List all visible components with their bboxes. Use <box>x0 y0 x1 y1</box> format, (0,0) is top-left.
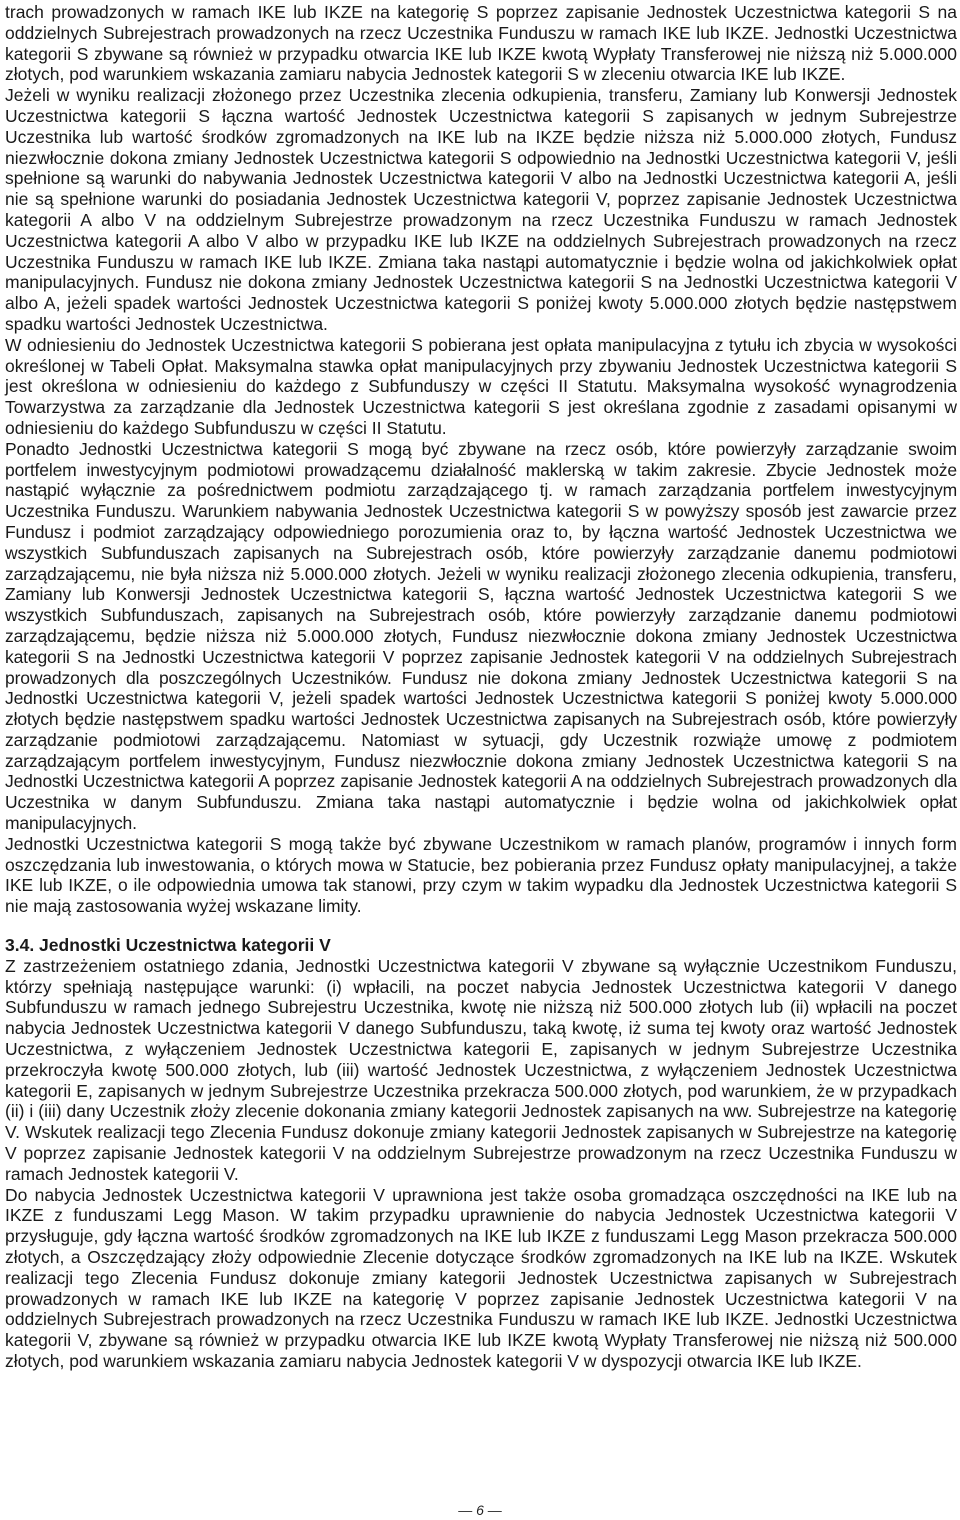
paragraph-category-s-fees: W odniesieniu do Jednostek Uczestnictwa kategorii S pobierana jest opłata manipulacyjna z tytułu ich zbycia w wysokości określonej w Tabeli Opłat. Maksymalna stawka opłat manipulacyjnych przy zbywaniu Jednostek Uczestnictwa kategorii S jest określona w odniesieniu do każdego z Subfunduszy w części II Statutu. Maksymalna wysokość wynagrodzenia Towarzystwa za zarządzanie dla Jednostek Uczestnictwa kategorii S jest określana zgodnie z zasadami opisanymi w odniesieniu do każdego Subfunduszu w części II Statutu. <box>5 334 957 438</box>
paragraph-category-s-portfolio-management: Ponadto Jednostki Uczestnictwa kategorii S mogą być zbywane na rzecz osób, które powierzyły zarządzanie swoim portfelem inwestycyjnym podmiotowi prowadzącemu działalność maklerską w takim zakresie. Zbycie Jednostek może nastąpić wyłącznie za pośrednictwem podmiotu zarządzającego tj. w ramach zarządzania portfelem inwestycyjnym Uczestnika Funduszu. Warunkiem nabywania Jednostek Uczestnictwa kategorii S w powyższy sposób jest zawarcie przez Fundusz i podmiot zarządzający odpowiedniego porozumienia oraz to, by łączna wartość Jednostek Uczestnictwa we wszystkich Subfunduszach zapisanych na Subrejestrach osób, które powierzyły zarządzanie danemu podmiotowi zarządzającemu, nie była niższa niż 5.000.000 złotych. Jeżeli w wyniku realizacji złożonego zlecenia odkupienia, transferu, Zamiany lub Konwersji Jednostek Uczestnictwa kategorii S, łączna wartość Jednostek Uczestnictwa kategorii S we wszystkich Subfunduszach, zapisanych na Subrejestrach osób, które powierzyły zarządzanie danemu podmiotowi zarządzającemu, będzie niższa niż 5.000.000 złotych, Fundusz niezwłocznie dokona zmiany Jednostek Uczestnictwa kategorii S na Jednostki Uczestnictwa kategorii V poprzez zapisanie Jednostek kategorii V na oddzielnych Subrejestrach prowadzonych dla poszczególnych Uczestników. Fundusz nie dokona zmiany Jednostek Uczestnictwa kategorii S na Jednostki Uczestnictwa kategorii V, jeżeli spadek wartości Jednostek Uczestnictwa kategorii S poniżej kwoty 5.000.000 złotych będzie następstwem spadku wartości Jednostek Uczestnictwa zapisanych na Subrejestrach osób, które powierzyły zarządzanie podmiotowi zarządzającemu. Natomiast w sytuacji, gdy Uczestnik rozwiąże umowę z podmiotem zarządzającym portfelem inwestycyjnym, Fundusz niezwłocznie dokona zmiany Jednostek Uczestnictwa kategorii S na Jednostki Uczestnictwa kategorii A poprzez zapisanie Jednostek kategorii A na oddzielnych Subrejestrach prowadzonych dla Uczestnika w danym Subfunduszu. Zmiana taka nastąpi automatycznie i będzie wolna od jakichkolwiek opłat manipulacyjnych. <box>5 438 957 834</box>
page-number: — 6 — <box>458 1502 502 1518</box>
paragraph-category-s-savings-plans: Jednostki Uczestnictwa kategorii S mogą także być zbywane Uczestnikom w ramach planów, programów i innych form oszczędzania lub inwestowania, o których mowa w Statucie, bez pobierania przez Fundusz opłaty manipulacyjnej, a także IKE lub IKZE, o ile odpowiednia umowa tak stanowi, przy czym w takim wypadku dla Jednostek Uczestnictwa kategorii S nie mają zastosowania wyżej wskazane limity. <box>5 833 957 917</box>
section-spacer <box>5 917 957 935</box>
paragraph-ike-ikze-category-s: trach prowadzonych w ramach IKE lub IKZE na kategorię S poprzez zapisanie Jednostek Uczestnictwa kategorii S na oddzielnych Subrejestrach prowadzonych na rzecz Uczestnika Funduszu w ramach IKE lub IKZE. Jednostki Uczestnictwa kategorii S zbywane są również w przypadku otwarcia IKE lub IKZE kwotą Wypłaty Transferowej nie niższą niż 5.000.000 złotych, pod warunkiem wskazania zamiaru nabycia Jednostek kategorii S w zleceniu otwarcia IKE lub IKZE. <box>5 2 957 85</box>
document-page <box>5 2 957 1372</box>
paragraph-category-s-conversion: Jeżeli w wyniku realizacji złożonego przez Uczestnika zlecenia odkupienia, transferu, Zamiany lub Konwersji Jednostek Uczestnictwa kategorii S łączna wartość Jednostek Uczestnictwa kategorii S zapisanych w jednym Subrejestrze Uczestnika lub wartość środków zgromadzonych na IKE lub na IKZE będzie niższa niż 5.000.000 złotych, Fundusz niezwłocznie dokona zmiany Jednostek Uczestnictwa kategorii S odpowiednio na Jednostki Uczestnictwa kategorii V, jeśli spełnione są warunki do nabywania Jednostek Uczestnictwa kategorii V albo na Jednostki Uczestnictwa kategorii A, jeśli nie są spełnione warunki do posiadania Jednostek Uczestnictwa kategorii V, poprzez zapisanie Jednostek Uczestnictwa kategorii A albo V na oddzielnym Subrejestrze prowadzonym na rzecz Uczestnika Funduszu w ramach Jednostek Uczestnictwa kategorii A albo V albo w przypadku IKE lub IKZE na oddzielnych Subrejestrach prowadzonych na rzecz Uczestnika Funduszu w ramach IKE lub IKZE. Zmiana taka nastąpi automatycznie i będzie wolna od jakichkolwiek opłat manipulacyjnych. Fundusz nie dokona zmiany Jednostek Uczestnictwa kategorii S na Jednostki Uczestnictwa kategorii V albo A, jeżeli spadek wartości Jednostek Uczestnictwa kategorii S poniżej kwoty 5.000.000 złotych będzie następstwem spadku wartości Jednostek Uczestnictwa. <box>5 85 957 334</box>
paragraph-category-v-conditions: Z zastrzeżeniem ostatniego zdania, Jednostki Uczestnictwa kategorii V zbywane są wyłącznie Uczestnikom Funduszu, którzy spełniają następujące warunki: (i) wpłacili, na poczet nabycia Jednostek Uczestnictwa kategorii V danego Subfunduszu w ramach jednego Subrejestru Uczestnika, kwotę nie niższą niż 500.000 złotych lub (ii) wpłacili na poczet nabycia Jednostek Uczestnictwa kategorii V danego Subfunduszu, taką kwotę, iż suma tej kwoty oraz wartość Jednostek Uczestnictwa, z wyłączeniem Jednostek Uczestnictwa kategorii E, zapisanych w jednym Subrejestrze Uczestnika przekroczyła kwotę 500.000 złotych, lub (iii) wartość Jednostek Uczestnictwa, z wyłączeniem Jednostek Uczestnictwa kategorii E, zapisanych w jednym Subrejestrze Uczestnika przekracza 500.000 złotych, pod warunkiem, że w przypadkach (ii) i (iii) dany Uczestnik złoży zlecenie dokonania zmiany kategorii Jednostek zapisanych na ww. Subrejestrze na kategorię V. Wskutek realizacji tego Zlecenia Fundusz dokonuje zmiany kategorii Jednostek zapisanych w Subrejestrze na kategorię V poprzez zapisanie Jednostek kategorii V na oddzielnym Subrejestrze prowadzonym na rzecz Uczestnika Funduszu w ramach Jednostek kategorii V. <box>5 955 957 1184</box>
section-heading-3-4: 3.4. Jednostki Uczestnictwa kategorii V <box>5 935 331 956</box>
paragraph-category-v-ike-ikze: Do nabycia Jednostek Uczestnictwa kategorii V uprawniona jest także osoba gromadząca oszczędności na IKE lub na IKZE z funduszami Legg Mason. W takim przypadku uprawnienie do nabycia Jednostek Uczestnictwa kategorii V przysługuje, gdy łączna wartość środków zgromadzonych na IKE lub IKZE z funduszami Legg Mason przekracza 500.000 złotych, a Oszczędzający złoży odpowiednie Zlecenie dotyczące środków zgromadzonych na IKE lub na IKZE. Wskutek realizacji tego Zlecenia Fundusz dokonuje zmiany kategorii Jednostek Uczestnictwa zapisanych w Subrejestrach prowadzonych w ramach IKE lub IKZE na kategorię V poprzez zapisanie Jednostek Uczestnictwa kategorii V na oddzielnych Subrejestrach prowadzonych na rzecz Uczestnika Funduszu w ramach IKE lub IKZE. Jednostki Uczestnictwa kategorii V, zbywane są również w przypadku otwarcia IKE lub IKZE kwotą Wypłaty Transferowej nie niższą niż 500.000 złotych, pod warunkiem wskazania zamiaru nabycia Jednostek kategorii V w dyspozycji otwarcia IKE lub IKZE. <box>5 1184 957 1371</box>
